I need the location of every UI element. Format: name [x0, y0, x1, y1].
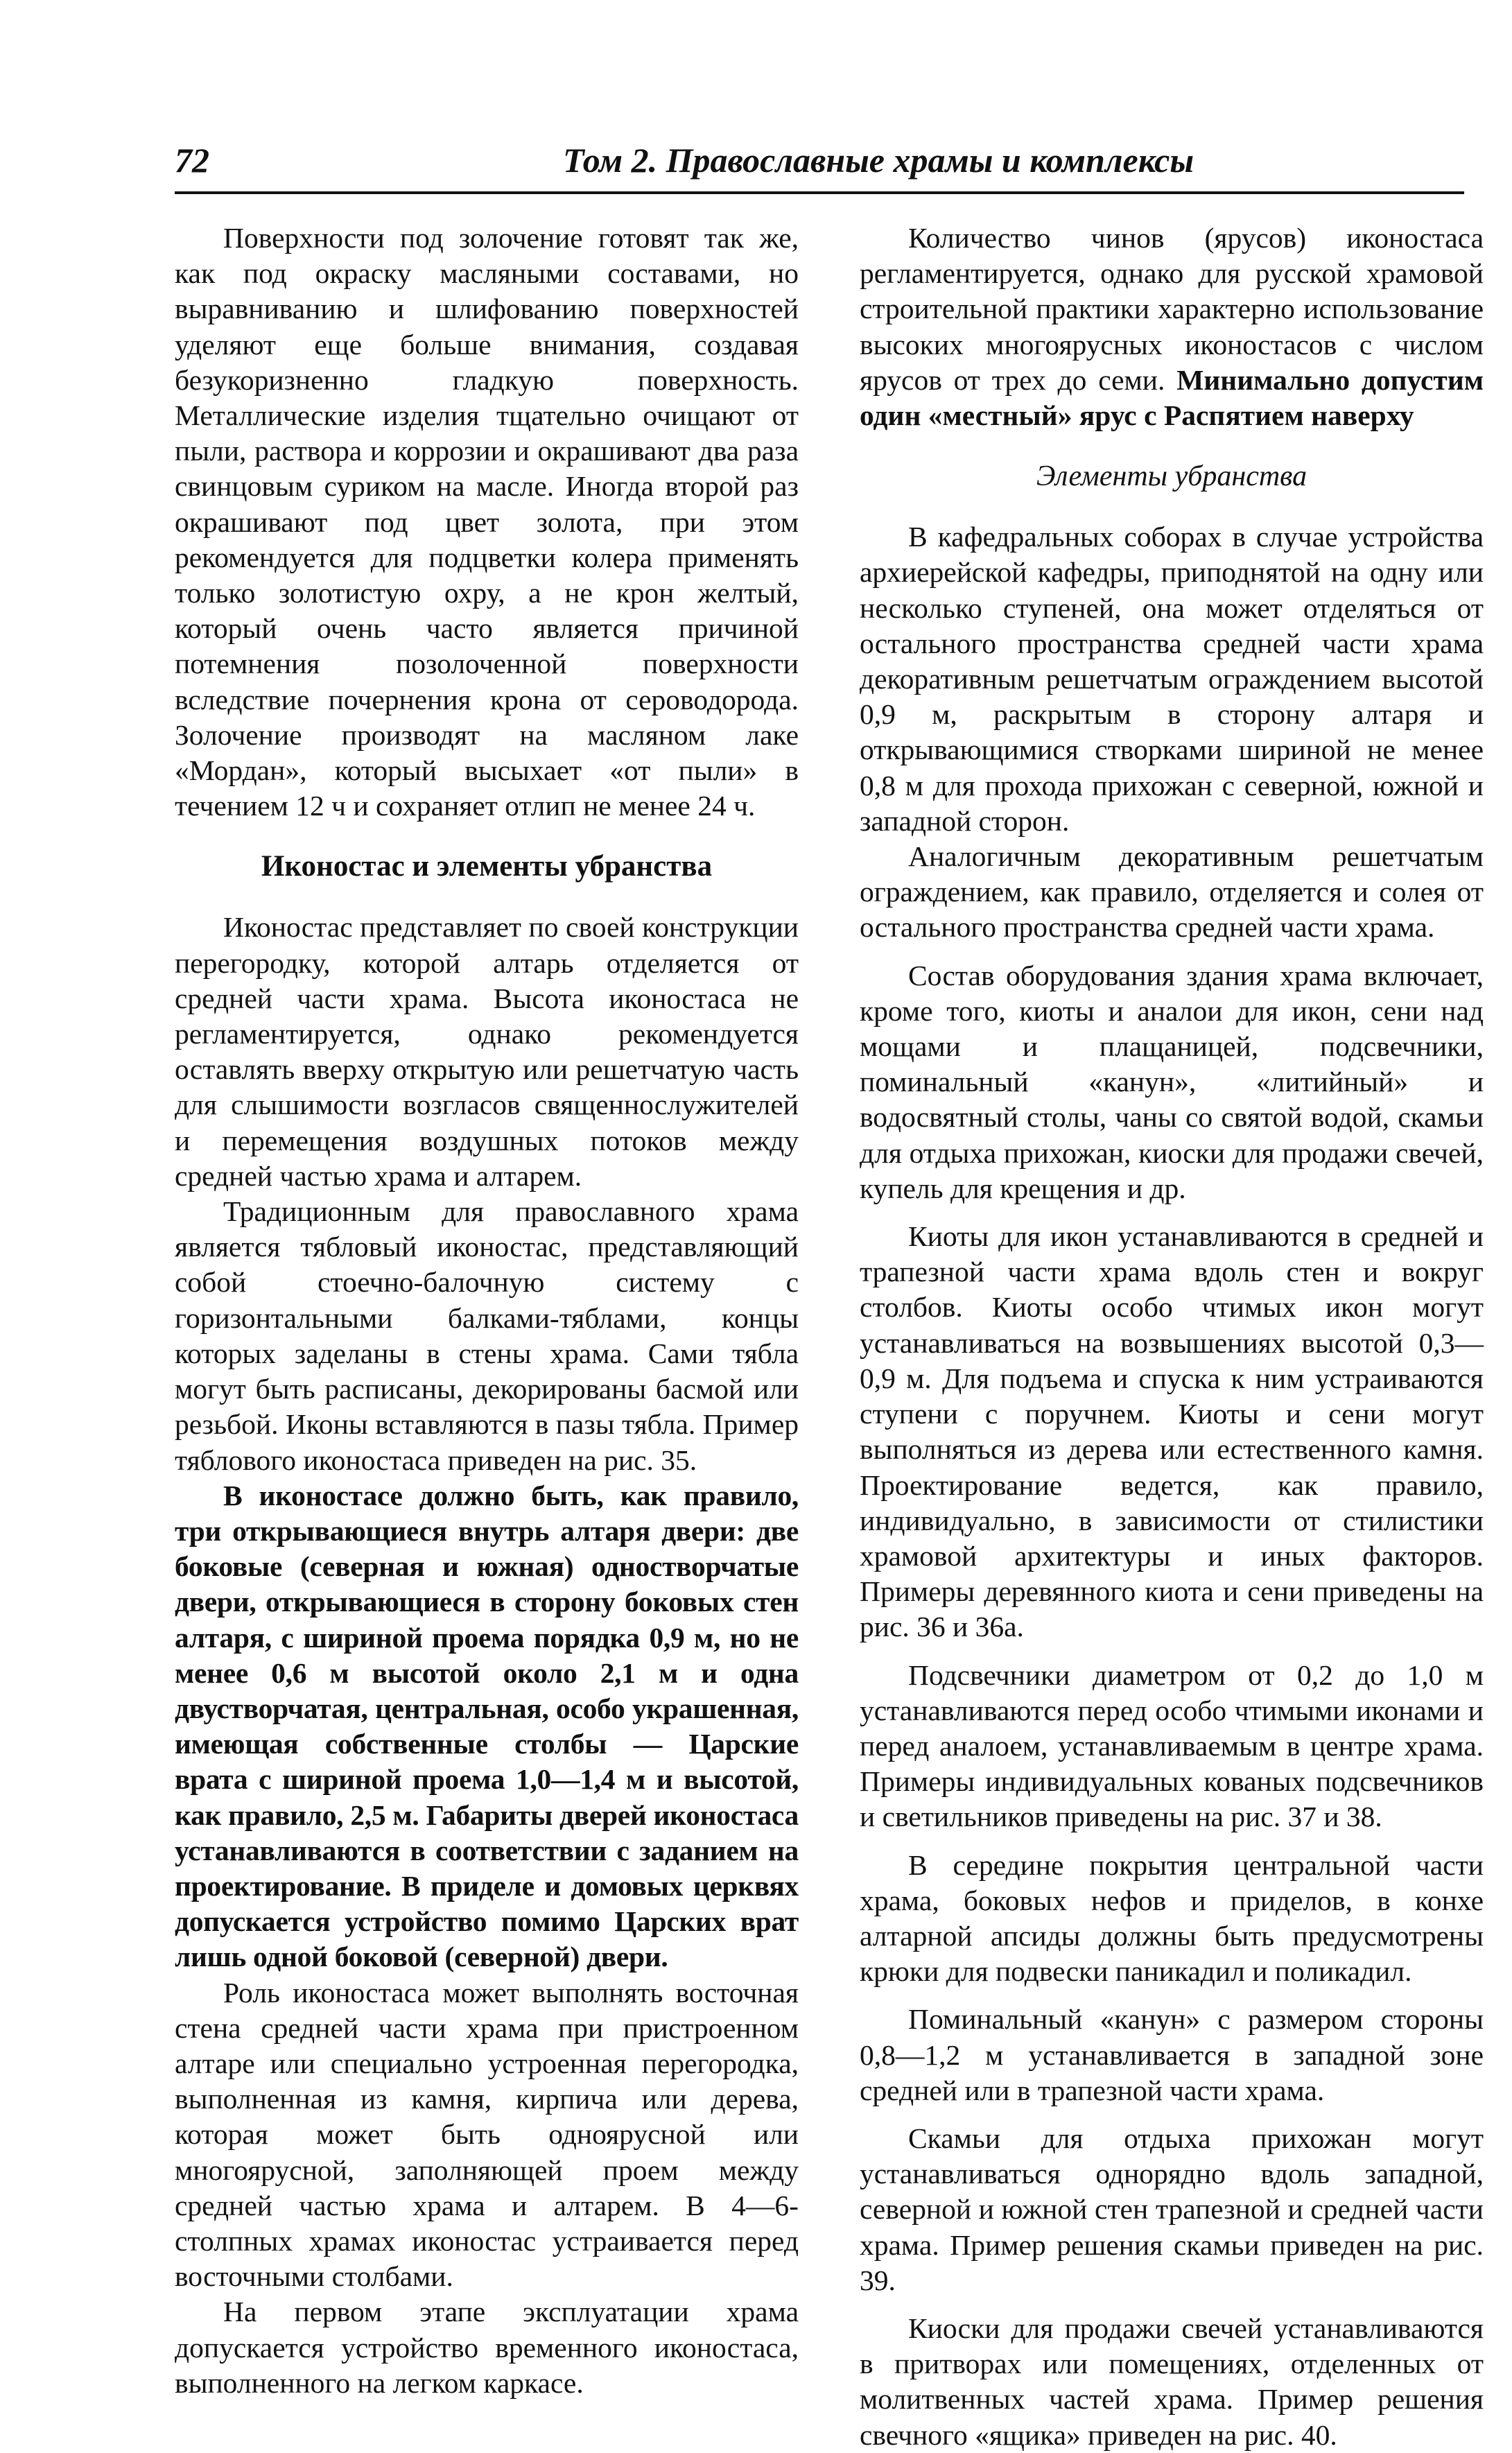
paragraph-iconostasis-doors: В иконостасе должно быть, как правило, три открывающиеся внутрь алтаря двери: две боковые (северная и южная) одностворчатые двери, открывающиеся в сторону боковых стен алтаря, с шириной проема порядка 0,9 м, но не менее 0,6 м высотой около 2,1 м и одна двустворчатая, центральная, особо украшенная, имеющая собственные столбы — Царские врата с шириной проема 1,0—1,4 м и высотой, как правило, 2,5 м. Габариты дверей иконостаса устанавливаются в соответствии с заданием на проектирование. В приделе и домовых церквях допускается устройство помимо Царских врат лишь одной боковой (северной) двери. [175, 1479, 799, 1973]
paragraph-iconostasis-tiers [860, 220, 1484, 433]
paragraph-temporary-iconostasis: На первом этапе эксплуатации храма допускается устройство временного иконостаса, выполненного на легком каркасе. [175, 2296, 799, 2399]
page-number: 72 [175, 141, 209, 180]
tiers-bold-text: Минимально допустим один «местный» ярус с Распятием наверху [860, 363, 1484, 432]
paragraph-candle-kiosks: Киоски для продажи свечей устанавливаются в притворах или помещениях, отделенных от молитвенных частей храма. Пример решения свечного «ящика» приведен на рис. 40. [860, 2312, 1484, 2451]
paragraph-candlesticks: Подсвечники диаметром от 0,2 до 1,0 м устанавливаются перед особо чтимыми иконами и перед аналоем, устанавливаемым в центре храма. Примеры индивидуальных кованых подсвечников и светильников приведены на рис. 37 и 38. [860, 1658, 1484, 1833]
section-heading-iconostasis: Иконостас и элементы убранства [261, 850, 713, 883]
paragraph-iconostasis-definition: Иконостас представляет по своей конструкции перегородку, которой алтарь отделяется от средней части храма. Высота иконостаса не регламентируется, однако рекомендуется оставлять вверху открытую или решетчатую часть для слышимости возгласов священнослужителей и перемещения воздушных потоков между средней частью храма и алтарем. [175, 911, 799, 1192]
paragraph-iconostasis-role: Роль иконостаса может выполнять восточная стена средней части храма при пристроенном алтаре или специально устроенная перегородка, выполненная из камня, кирпича или дерева, которая может быть одноярусной или многоярусной, заполняющей проем между средней частью храма и алтарем. В 4—6-столпных храмах иконостас устраивается перед восточными столбами. [175, 1976, 799, 2293]
left-column [175, 220, 799, 2401]
paragraph-memorial-kanun: Поминальный «канун» с размером стороны 0,8—1,2 м устанавливается в западной зоне средней или в трапезной части храма. [860, 2003, 1484, 2106]
paragraph-benches: Скамьи для отдыха прихожан могут устанавливаться однорядно вдоль западной, северной и южной стен трапезной и средней части храма. Пример решения скамьи приведен на рис. 39. [860, 2122, 1484, 2296]
paragraph-tyablovy-iconostasis: Традиционным для православного храма является тябловый иконостас, представляющий собой стоечно-балочную систему с горизонтальными балками-тяблами, концы которых заделаны в стены храма. Сами тябла могут быть расписаны, декорированы басмой или резьбой. Иконы вставляются в пазы тябла. Пример тяблового иконостаса приведен на рис. 35. [175, 1195, 799, 1476]
paragraph-gilding-prep: Поверхности под золочение готовят так же, как под окраску масляными составами, но выравниванию и шлифованию поверхностей уделяют еще больше внимания, создавая безукоризненно гладкую поверхность. Металлические изделия тщательно очищают от пыли, раствора и коррозии и окрашивают два раза свинцовым суриком на масле. Иногда второй раз окрашивают под цвет золота, при этом рекомендуется для подцветки колера применять только золотистую охру, а не крон желтый, который очень часто является причиной потемнения позолоченной поверхности вследствие почернения крона от сероводорода. Золочение производят на масляном лаке «Мордан», который высыхает «от пыли» в течением 12 ч и сохраняет отлип не менее 24 ч. [175, 222, 799, 822]
section-heading-furnishings: Элементы убранства [1036, 460, 1307, 493]
running-title: Том 2. Православные храмы и комплексы [563, 141, 1194, 180]
paragraph-bishop-cathedra: В кафедральных соборах в случае устройства архиерейской кафедры, приподнятой на одну или несколько ступеней, она может отделяться от остального пространства средней части храма декоративным решетчатым ограждением высотой 0,9 м, раскрытым в сторону алтаря и открывающимися створками шириной не менее 0,8 м для прохода прихожан с северной, южной и западной сторон. [860, 521, 1484, 837]
paragraph-chandelier-hooks: В середине покрытия центральной части храма, боковых нефов и приделов, в конхе алтарной апсиды должны быть предусмотрены крюки для подвески паникадил и поликадил. [860, 1848, 1484, 1988]
paragraph-icon-cases: Киоты для икон устанавливаются в средней и трапезной части храма вдоль стен и вокруг столбов. Киоты особо чтимых икон могут устанавливаться на возвышениях высотой 0,3—0,9 м. Для подъема и спуска к ним устраиваются ступени с поручнем. Киоты и сени могут выполняться из дерева или естественного камня. Проектирование ведется, как правило, индивидуально, в зависимости от стилистики храмовой архитектуры и иных факторов. Примеры деревянного киота и сени приведены на рис. 36 и 36а. [860, 1220, 1484, 1643]
tiers-text: Количество чинов (ярусов) иконостаса регламентируется, однако для русской храмовой строительной практики характерно использование высоких многоярусных иконостасов с числом ярусов от трех до семи. [860, 222, 1484, 396]
paragraph-soleya-fence: Аналогичным декоративным решетчатым ограждением, как правило, отделяется и солея от остального пространства средней части храма. [860, 840, 1484, 944]
right-column [860, 220, 1484, 2453]
running-header [175, 136, 1464, 194]
paragraph-equipment-list: Состав оборудования здания храма включает, кроме того, киоты и аналои для икон, сени над мощами и плащаницей, подсвечники, поминальный «канун», «литийный» и водосвятный столы, чаны со святой водой, скамьи для отдыха прихожан, киоски для продажи свечей, купель для крещения и др. [860, 959, 1484, 1204]
